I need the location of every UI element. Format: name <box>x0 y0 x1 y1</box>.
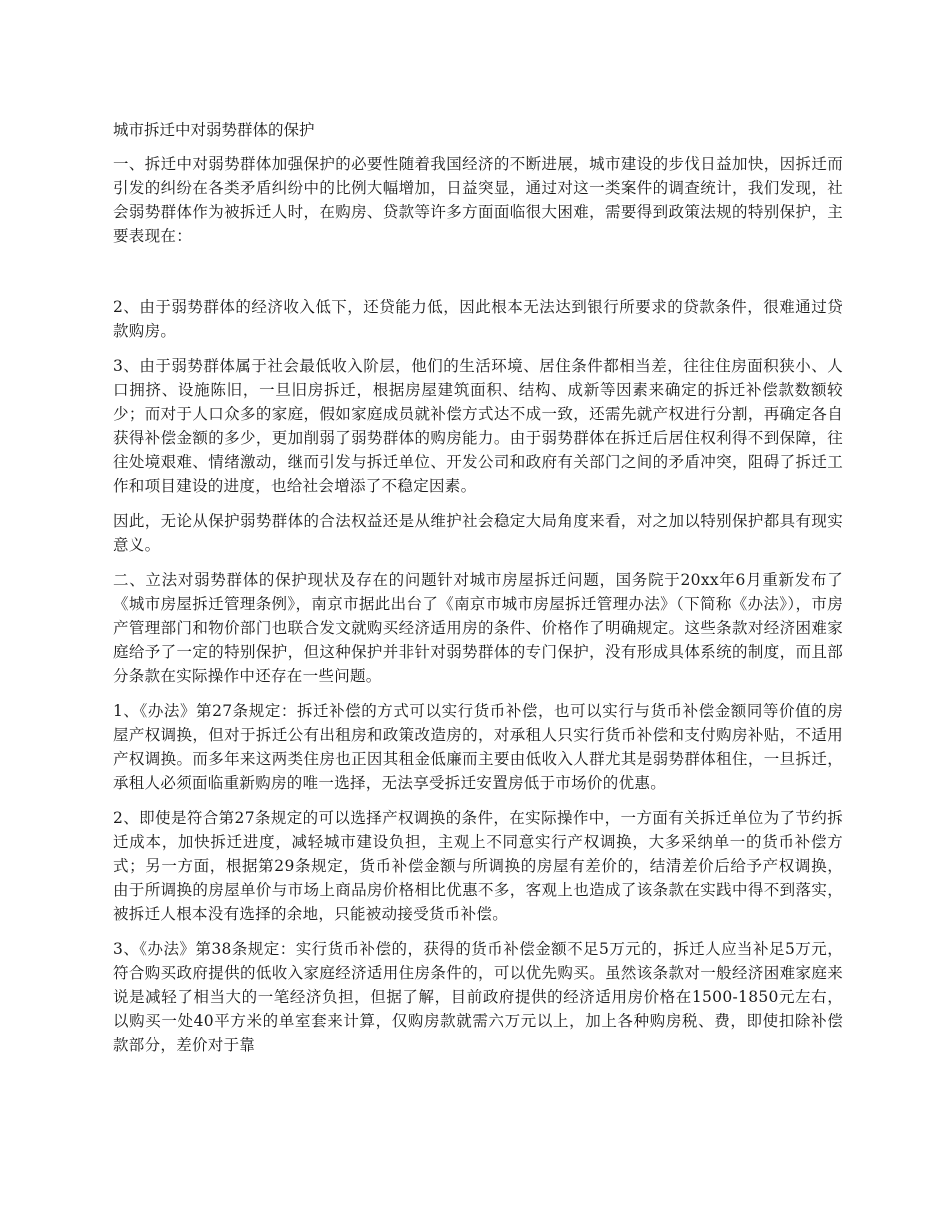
paragraph-article-38: 3、《办法》第38条规定：实行货币补偿的，获得的货币补偿金额不足5万元的，拆迁人应当补足5万元，符合购买政府提供的低收入家庭经济适用住房条件的，可以优先购买。虽然该条款对一般经济困难家庭来说是减轻了相当大的一笔经济负担，但据了解，目前政府提供的经济适用房价格在1500-1850元左右，以购买一处40平方米的单室套来计算，仅购房款就需六万元以上，加上各种购房税、费，即使扣除补偿款部分，差价对于靠 <box>113 940 843 1054</box>
paragraph-significance: 因此，无论从保护弱势群体的合法权益还是从维护社会稳定大局角度来看，对之加以特别保护都具有现实意义。 <box>113 512 843 554</box>
paragraph-item-3-living: 3、由于弱势群体属于社会最低收入阶层，他们的生活环境、居住条件都相当差，往往住房面积狭小、人口拥挤、设施陈旧，一旦旧房拆迁，根据房屋建筑面积、结构、成新等因素来确定的拆迁补偿款数额较少；而对于人口众多的家庭，假如家庭成员就补偿方式达不成一致，还需先就产权进行分割，再确定各自获得补偿金额的多少，更加削弱了弱势群体的购房能力。由于弱势群体在拆迁后居住权利得不到保障，往往处境艰难、情绪激动，继而引发与拆迁单位、开发公司和政府有关部门之间的矛盾冲突，阻碍了拆迁工作和项目建设的进度，也给社会增添了不稳定因素。 <box>113 357 843 495</box>
document-page <box>113 118 843 1068</box>
paragraph-item-2-loan: 2、由于弱势群体的经济收入低下，还贷能力低，因此根本无法达到银行所要求的贷款条件，很难通过贷款购房。 <box>113 298 843 340</box>
blank-gap <box>113 259 843 295</box>
paragraph-article-29: 2、即使是符合第27条规定的可以选择产权调换的条件，在实际操作中，一方面有关拆迁单位为了节约拆迁成本，加快拆迁进度，减轻城市建设负担，主观上不同意实行产权调换，大多采纳单一的货币补偿方式；另一方面，根据第29条规定，货币补偿金额与所调换的房屋有差价的，结清差价后给予产权调换，由于所调换的房屋单价与市场上商品房价格相比优惠不多，客观上也造成了该条款在实践中得不到落实，被拆迁人根本没有选择的余地，只能被动接受货币补偿。 <box>113 809 843 923</box>
paragraph-section-2: 二、立法对弱势群体的保护现状及存在的问题针对城市房屋拆迁问题，国务院于20xx年6月重新发布了《城市房屋拆迁管理条例》，南京市据此出台了《南京市城市房屋拆迁管理办法》（下简称《办法》），市房产管理部门和物价部门也联合发文就购买经济适用房的条件、价格作了明确规定。这些条款对经济困难家庭给予了一定的特别保护，但这种保护并非针对弱势群体的专门保护，没有形成具体系统的制度，而且部分条款在实际操作中还存在一些问题。 <box>113 571 843 685</box>
document-title: 城市拆迁中对弱势群体的保护 <box>113 121 315 139</box>
paragraph-article-27: 1、《办法》第27条规定：拆迁补偿的方式可以实行货币补偿，也可以实行与货币补偿金额同等价值的房屋产权调换，但对于拆迁公有出租房和政策改造房的，对承租人只实行货币补偿和支付购房补贴，不适用产权调换。而多年来这两类住房也正因其租金低廉而主要由低收入人群尤其是弱势群体租住，一旦拆迁，承租人必须面临重新购房的唯一选择，无法享受拆迁安置房低于市场价的优惠。 <box>113 702 843 792</box>
paragraph-intro: 一、拆迁中对弱势群体加强保护的必要性随着我国经济的不断进展，城市建设的步伐日益加快，因拆迁而引发的纠纷在各类矛盾纠纷中的比例大幅增加，日益突显，通过对这一类案件的调查统计，我们发现，社会弱势群体作为被拆迁人时，在购房、贷款等许多方面面临很大困难，需要得到政策法规的特别保护，主要表现在： <box>113 155 843 245</box>
